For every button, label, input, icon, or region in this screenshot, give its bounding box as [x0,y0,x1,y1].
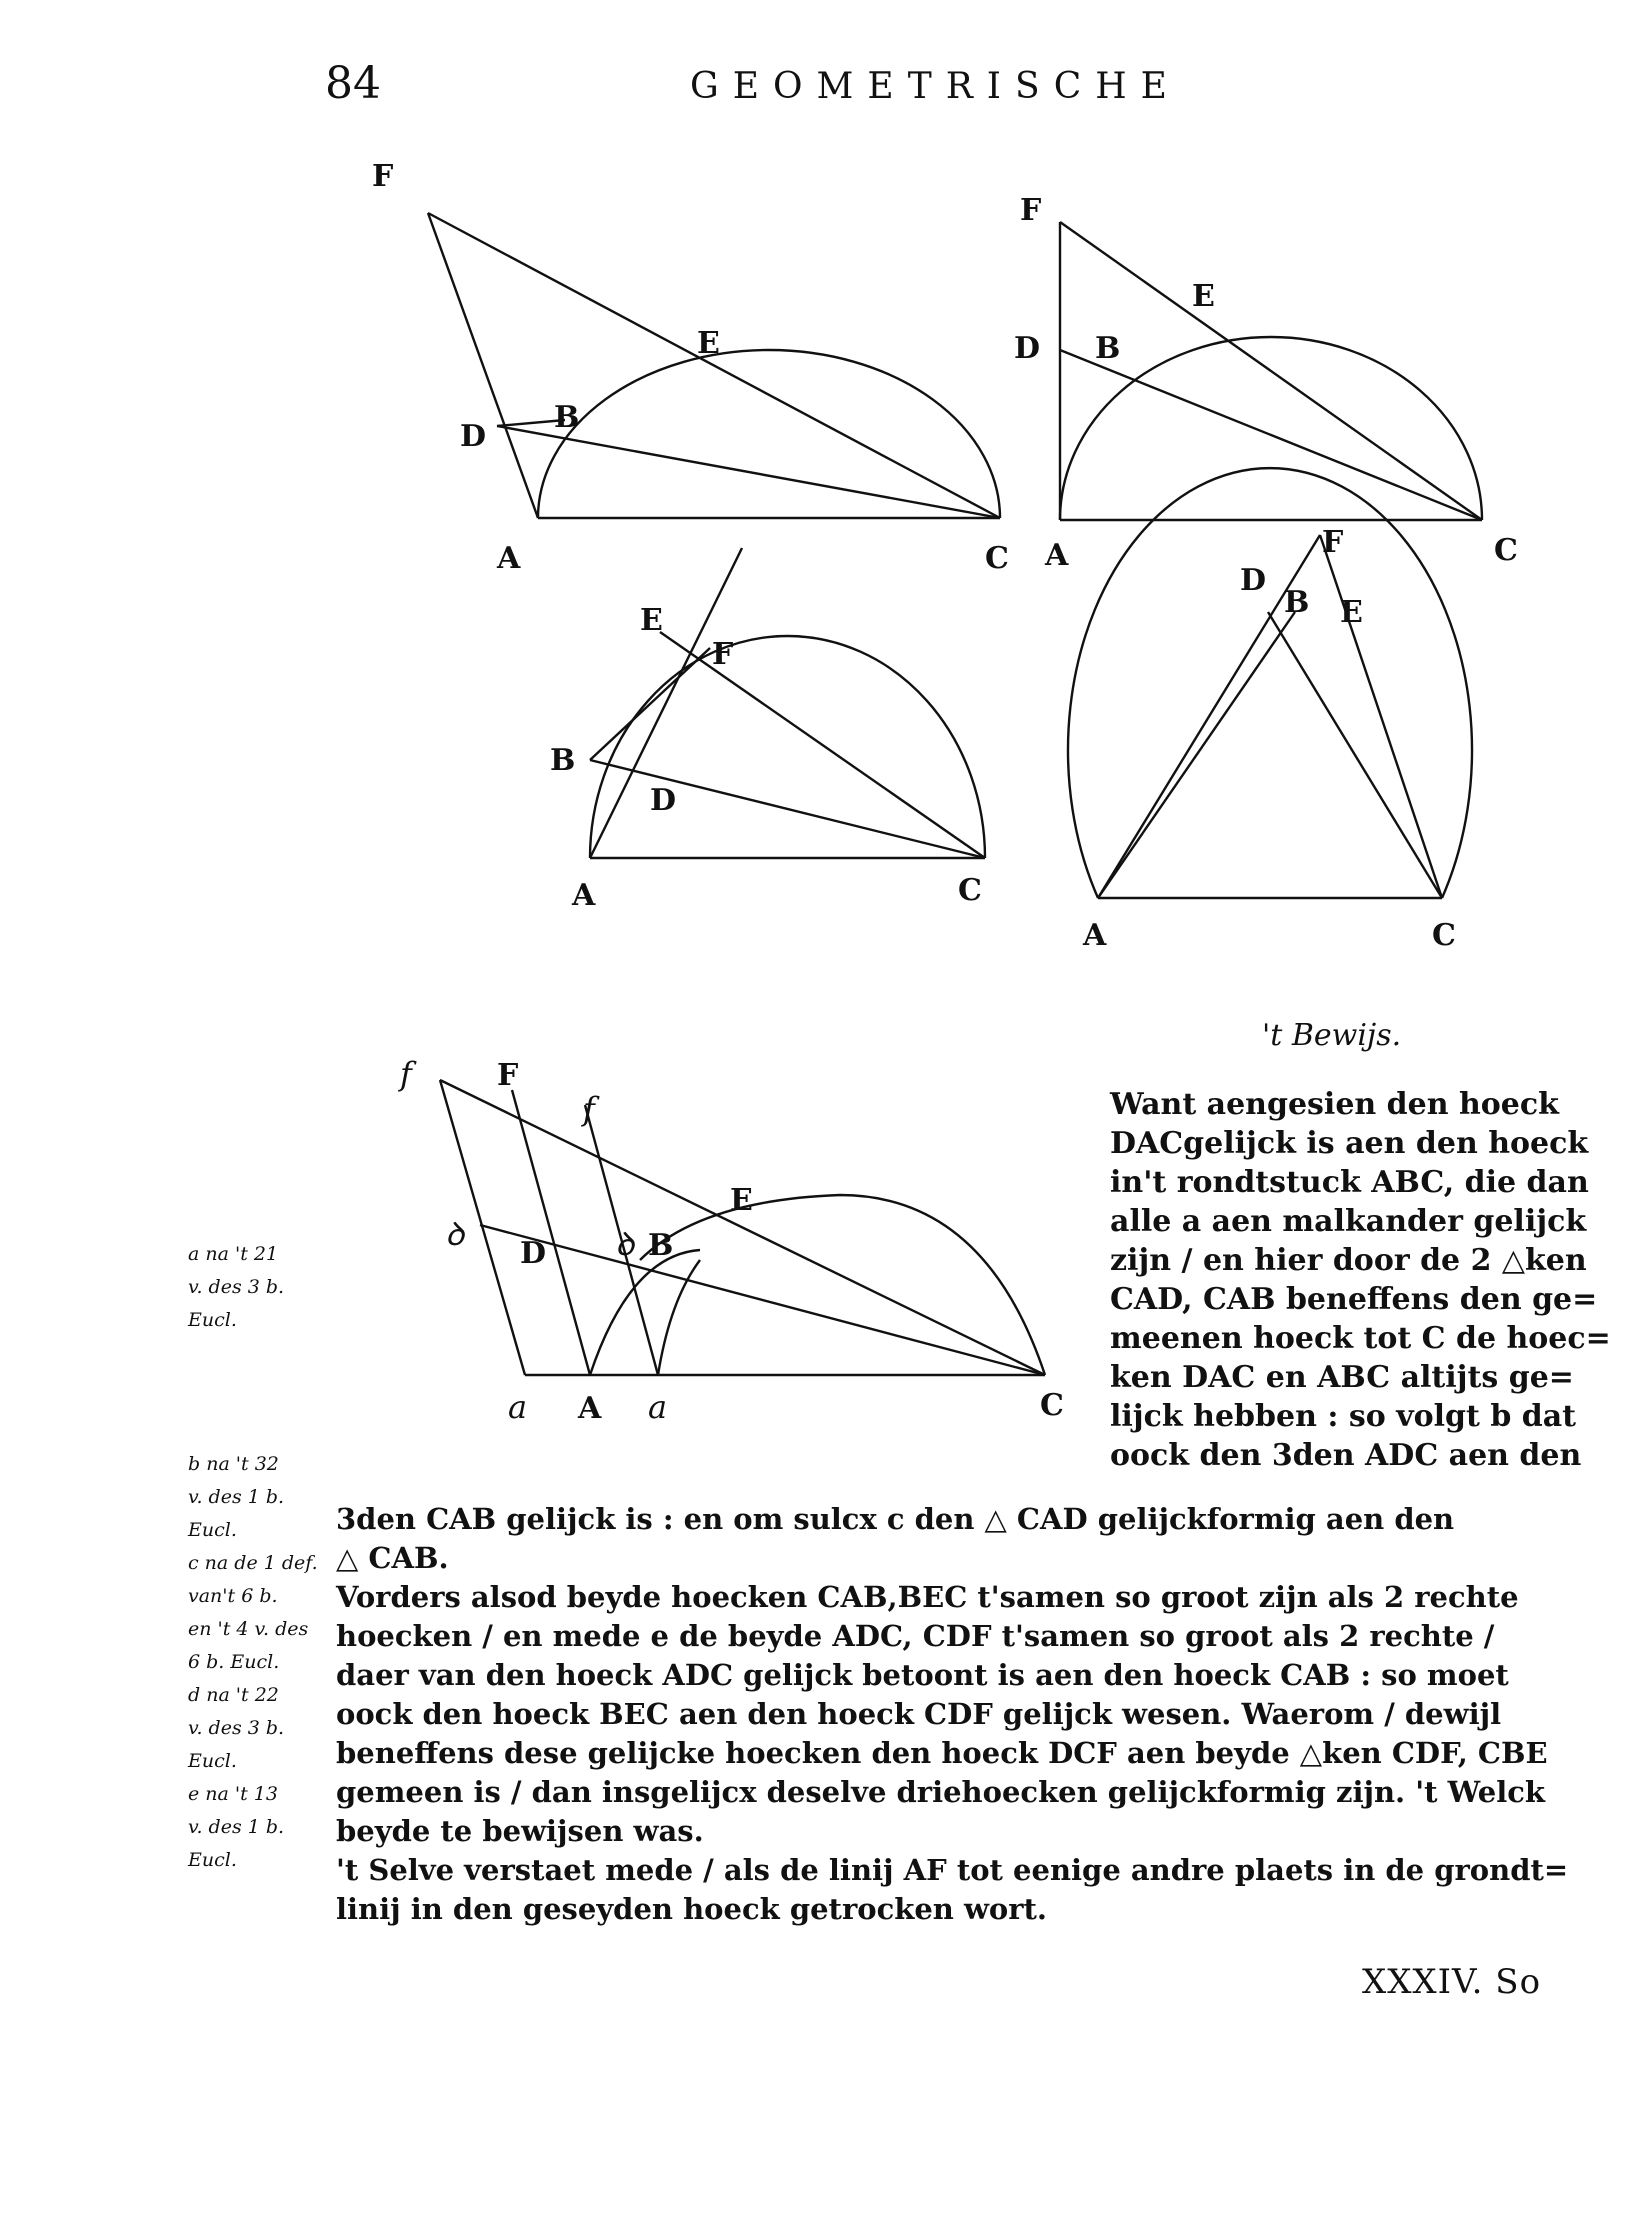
fig1-line-fa [428,213,538,518]
proof-line: alle a aen malkander gelijck [1110,1204,1587,1239]
fig2-label-f: F [1020,193,1042,228]
body-line: daer van den hoeck ADC gelijck betoont is aen den hoeck CAB : so moet [336,1658,1509,1692]
running-head: GEOMETRISCHE [690,66,1181,107]
figure-1 [372,159,1009,576]
proof-line: zijn / en hier door de 2 △ken [1110,1243,1587,1278]
body-line: hoecken / en mede e de beyde ADC, CDF t'samen so groot als 2 rechte / [336,1619,1495,1653]
margin-line: d na 't 22 [188,1684,279,1706]
proof-line: CAD, CAB beneffens den ge= [1110,1282,1598,1317]
margin-line: c na de 1 def. [188,1552,318,1574]
margin-line: a na 't 21 [188,1243,279,1265]
fig3-label-b: B [550,743,576,778]
margin-line: b na 't 32 [188,1453,279,1475]
fig4-line-fc [1320,535,1442,898]
body-line: beyde te bewijsen was. [336,1814,704,1848]
margin-line: v. des 3 b. [188,1717,285,1739]
fig3-line-ec [660,632,985,858]
fig5-line-dc [480,1225,1045,1375]
fig2-label-d: D [1014,331,1041,366]
fig3-label-e: E [640,603,663,638]
fig3-label-d: D [650,783,677,818]
margin-line: e na 't 13 [188,1783,278,1805]
body-line: △ CAB. [336,1541,449,1575]
fig5-semicircle [640,1195,1045,1375]
fig2-label-c: C [1494,533,1518,568]
margin-line: Eucl. [188,1750,237,1772]
proof-line: oock den 3den ADC aen den [1110,1438,1582,1473]
fig4-circle-arc [1068,468,1472,898]
fig3-label-a: A [572,878,596,913]
fig3-label-f: F [712,637,734,672]
fig1-line-dc [497,426,1000,518]
page-number: 84 [325,58,381,109]
proof-line: in't rondtstuck ABC, die dan [1110,1165,1589,1200]
fig2-semicircle [1060,337,1482,520]
margin-line: en 't 4 v. des [188,1618,309,1640]
margin-line: Eucl. [188,1309,237,1331]
fig2-label-e: E [1192,279,1215,314]
margin-note-bcde [188,1448,338,1877]
fig2-line-dc [1060,350,1482,520]
proof-line: DACgelijck is aen den hoeck [1110,1126,1589,1161]
fig4-label-a: A [1083,918,1107,953]
fig4-label-e: E [1340,595,1363,630]
fig3-semicircle [590,636,985,858]
proof-line: ken DAC en ABC altijts ge= [1110,1360,1574,1395]
proof-line: meenen hoeck tot C de hoec= [1110,1321,1611,1356]
proof-body [336,1500,1576,1929]
fig5-line-fc [440,1080,1045,1375]
fig5-label-a: A [578,1391,602,1426]
fig5-line-fa [512,1090,590,1375]
fig1-label-b: B [554,400,580,435]
proof-heading: 't Bewijs. [1262,1018,1402,1053]
fig4-label-d: D [1240,563,1267,598]
fig5-label-d-left: ꝺ [445,1215,465,1253]
fig4-line-dc [1268,612,1442,898]
fig2-label-b: B [1095,331,1121,366]
body-line: oock den hoeck BEC aen den hoeck CDF gelijck wesen. Waerom / dewijl [336,1697,1502,1731]
body-line: gemeen is / dan insgelijcx deselve driehoecken gelijckformig zijn. 't Welck [336,1775,1546,1809]
body-line: beneffens dese gelijcke hoecken den hoeck DCF aen beyde △ken CDF, CBE [336,1736,1548,1770]
figure-4 [1068,468,1472,953]
fig5-label-d-right: ꝺ [615,1225,635,1263]
fig1-label-a: A [497,541,521,576]
figure-2 [1014,193,1518,573]
figure-3 [550,548,985,913]
fig1-semicircle [538,350,1000,518]
fig5-label-a-left: a [508,1388,528,1426]
catchword: XXXIV. So [1362,1962,1542,2002]
body-line: 't Selve verstaet mede / als de linij AF tot eenige andre plaets in de grondt= [336,1853,1569,1887]
proof-line: Want aengesien den hoeck [1110,1087,1559,1122]
margin-line: v. des 3 b. [188,1276,285,1298]
margin-line: Eucl. [188,1849,237,1871]
fig5-label-b: B [648,1228,674,1263]
body-line: linij in den geseyden hoeck getrocken wort. [336,1892,1048,1926]
fig1-label-c: C [985,541,1009,576]
fig3-label-c: C [958,873,982,908]
fig4-label-b: B [1284,585,1310,620]
margin-line: Eucl. [188,1519,237,1541]
fig4-label-f: F [1322,525,1344,560]
fig4-line-ab [1098,612,1295,898]
fig1-label-d: D [460,419,487,454]
margin-line: van't 6 b. [188,1585,278,1607]
fig1-line-fc [428,213,1000,518]
fig5-label-d: D [520,1236,547,1271]
fig5-label-f: F [497,1058,519,1093]
fig5-label-f-left: f [400,1055,412,1093]
body-line: 3den CAB gelijck is : en om sulcx c den △ CAD gelijckformig aen den [336,1502,1455,1536]
margin-line: v. des 1 b. [188,1816,285,1838]
fig2-label-a: A [1045,538,1069,573]
proof-right-column [1110,1085,1611,1475]
proof-line: lijck hebben : so volgt b dat [1110,1399,1577,1434]
fig5-label-e: E [730,1183,753,1218]
fig1-label-e: E [697,326,720,361]
fig2-line-fc [1060,222,1482,520]
fig5-label-a-right: a [648,1388,668,1426]
fig3-line-bf [590,648,710,760]
fig4-label-c: C [1432,918,1456,953]
fig1-label-f: F [372,159,394,194]
margin-note-a [188,1238,338,1337]
margin-line: v. des 1 b. [188,1486,285,1508]
fig5-label-c: C [1040,1388,1064,1423]
fig5-label-f-right: f [583,1090,595,1128]
figure-5 [398,1055,1064,1426]
body-line: Vorders alsod beyde hoecken CAB,BEC t'samen so groot zijn als 2 rechte [336,1580,1519,1614]
margin-line: 6 b. Eucl. [188,1651,280,1673]
